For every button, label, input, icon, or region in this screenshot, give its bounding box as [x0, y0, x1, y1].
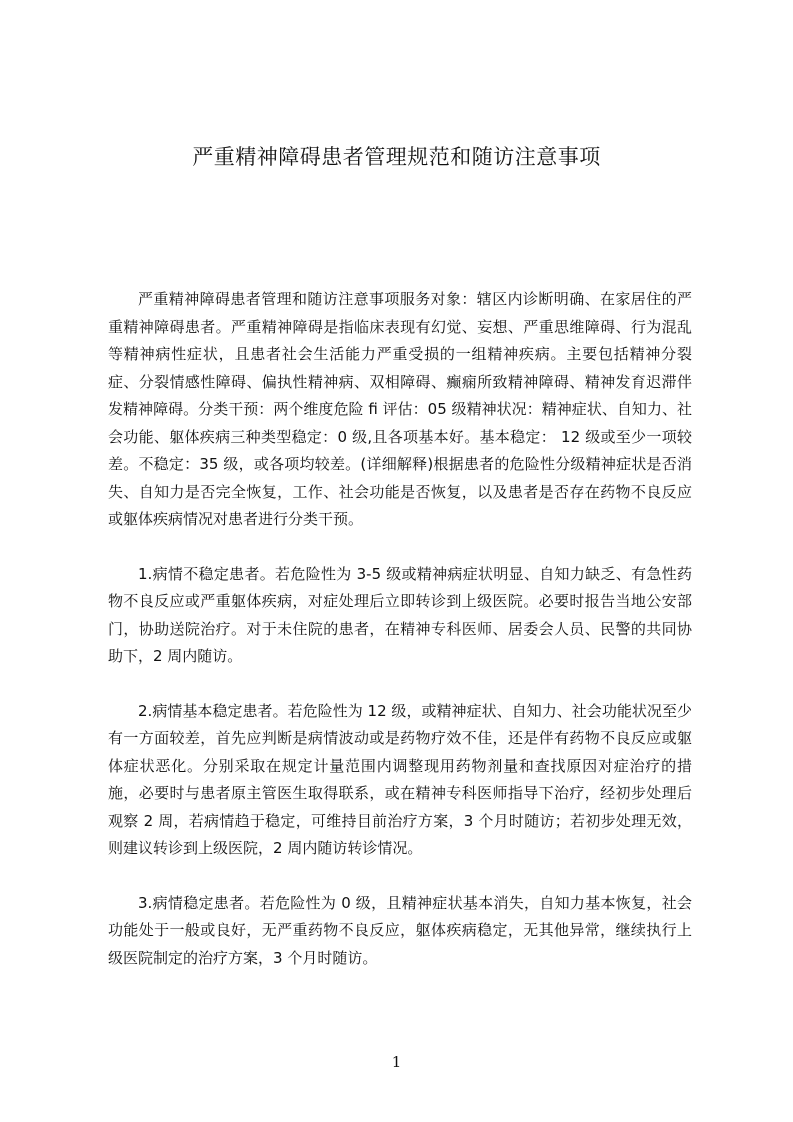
- paragraph-basically-stable: 2.病情基本稳定患者。若危险性为 12 级，或精神症状、自知力、社会功能状况至少有一方面较差，首先应判断是病情波动或是药物疗效不佳，还是伴有药物不良反应或躯体症状恶化。分别采取在规定计量范围内调整现用药物剂量和查找原因对症治疗的措施，必要时与患者原主管医生取得联系，或在精神专科医师指导下治疗，经初步处理后观察 2 周，若病情趋于稳定，可维持目前治疗方案，3 个月时随访；若初步处理无效，则建议转诊到上级医院，2 周内随访转诊情况。: [108, 701, 692, 857]
- page-number: 1: [391, 1053, 402, 1071]
- paragraph-gap: [108, 863, 692, 890]
- paragraph-gap: [108, 534, 692, 561]
- document-body: [108, 286, 692, 972]
- paragraph-stable: 3.病情稳定患者。若危险性为 0 级，且精神症状基本消失，自知力基本恢复，社会功能处于一般或良好，无严重药物不良反应，躯体疾病稳定，无其他异常，继续执行上级医院制定的治疗方案，3 个月时随访。: [108, 893, 692, 967]
- paragraph-intro: 严重精神障碍患者管理和随访注意事项服务对象：辖区内诊断明确、在家居住的严重精神障碍患者。严重精神障碍是指临床表现有幻觉、妄想、严重思维障碍、行为混乱等精神病性症状，且患者社会生活能力严重受损的一组精神疾病。主要包括精神分裂症、分裂情感性障碍、偏执性精神病、双相障碍、癫痫所致精神障碍、精神发育迟滞伴发精神障碍。分类干预：两个维度危险 fi 评估：05 级精神状况：精神症状、自知力、社会功能、躯体疾病三种类型稳定：0 级,且各项基本好。基本稳定： 12 级或至少一项较差。不稳定：35 级，或各项均较差。(详细解释)根据患者的危险性分级精神症状是否消失、自知力是否完全恢复，工作、社会功能是否恢复，以及患者是否存在药物不良反应或躯体疾病情况对患者进行分类干预。: [108, 290, 692, 528]
- paragraph-unstable: 1.病情不稳定患者。若危险性为 3-5 级或精神病症状明显、自知力缺乏、有急性药物不良反应或严重躯体疾病，对症处理后立即转诊到上级医院。必要时报告当地公安部门，协助送院治疗。对于未住院的患者，在精神专科医师、居委会人员、民警的共同协助下，2 周内随访。: [108, 564, 692, 665]
- document-title: 严重精神障碍患者管理规范和随访注意事项: [192, 145, 601, 169]
- paragraph-gap: [108, 671, 692, 698]
